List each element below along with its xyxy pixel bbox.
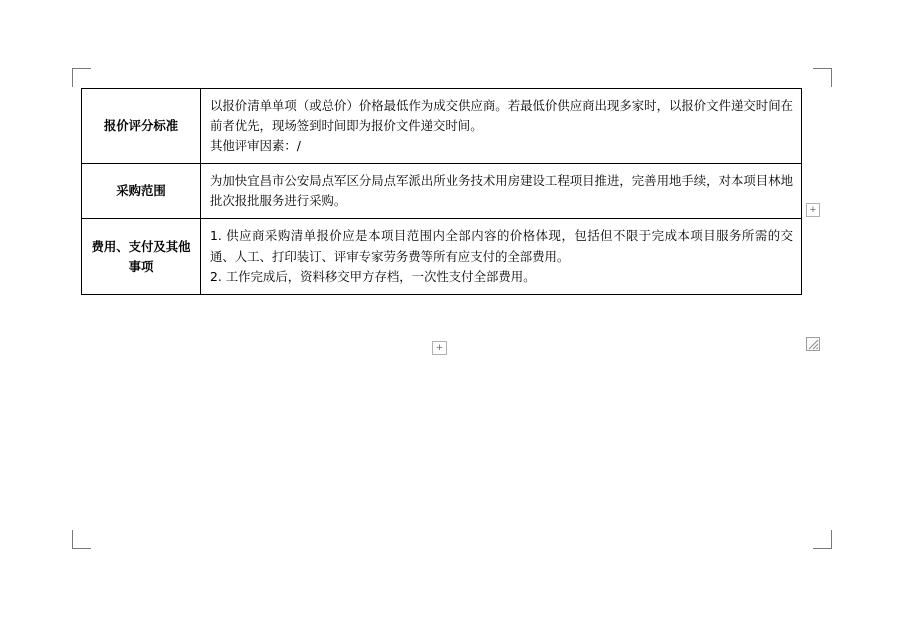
page-corner-mark-bottom-left bbox=[72, 530, 91, 549]
row-content-line: 其他评审因素：/ bbox=[210, 138, 301, 154]
row-label-scoring-criteria: 报价评分标准 bbox=[82, 89, 201, 164]
row-content-fees-and-payment bbox=[201, 219, 802, 294]
page-corner-mark-bottom-right bbox=[813, 530, 832, 549]
page-corner-mark-top-left bbox=[72, 68, 91, 87]
row-content-line: 为加快宜昌市公安局点军区分局点军派出所业务技术用房建设工程项目推进，完善用地手续，对本项目林地批次报批服务进行采购。 bbox=[210, 173, 793, 209]
page-corner-mark-top-right bbox=[813, 68, 832, 87]
table-resize-handle[interactable] bbox=[806, 337, 820, 351]
table-row bbox=[82, 219, 802, 294]
row-content-procurement-scope bbox=[201, 164, 802, 219]
row-label-fees-and-payment: 费用、支付及其他事项 bbox=[82, 219, 201, 294]
add-column-button[interactable]: + bbox=[806, 203, 820, 217]
table-row bbox=[82, 89, 802, 164]
row-content-line: 以报价清单单项（或总价）价格最低作为成交供应商。若最低价供应商出现多家时，以报价文件递交时间在前者优先，现场签到时间即为报价文件递交时间。 bbox=[210, 98, 793, 134]
table-row bbox=[82, 164, 802, 219]
add-row-button[interactable]: + bbox=[432, 341, 447, 355]
row-label-procurement-scope: 采购范围 bbox=[82, 164, 201, 219]
row-content-line: 2. 工作完成后，资料移交甲方存档，一次性支付全部费用。 bbox=[210, 268, 536, 284]
procurement-requirements-table bbox=[81, 88, 802, 295]
row-content-scoring-criteria bbox=[201, 89, 802, 164]
row-content-line: 1. 供应商采购清单报价应是本项目范围内全部内容的价格体现，包括但不限于完成本项目服务所需的交通、人工、打印装订、评审专家劳务费等所有应支付的全部费用。 bbox=[210, 228, 793, 264]
